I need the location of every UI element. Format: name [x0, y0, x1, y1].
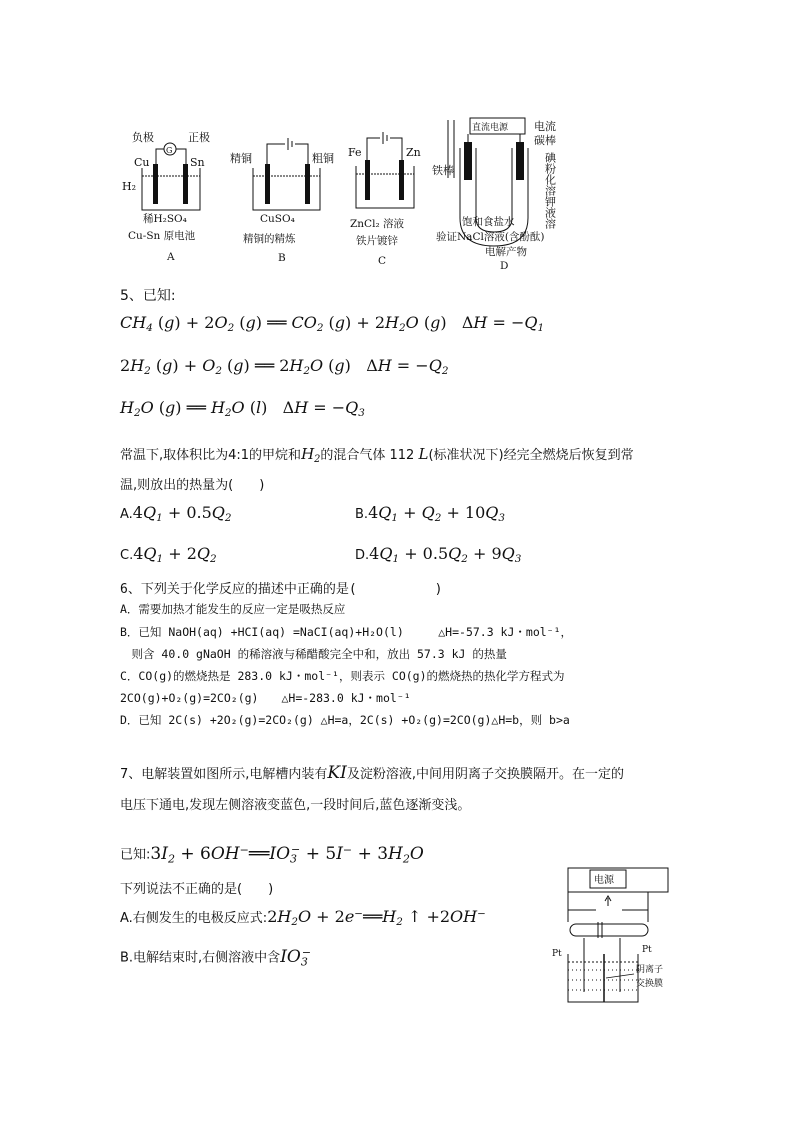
- q7-known: 已知$:3I_2$ + $6OH^-══IO_3^- + 5I^- + 3H_2O$: [120, 843, 424, 865]
- q7-option-a[interactable]: A.右侧发生的电极反应式$:2H_2O$ + $2e^-══H_2$ ↑ +2OH−: [120, 907, 486, 929]
- electrochem-figures: [120, 108, 600, 280]
- fig-d-solution-3: 电解产物: [485, 246, 527, 258]
- fig-a-positive: 正极: [188, 131, 210, 144]
- q6-option-a[interactable]: A．需要加热才能发生的反应一定是吸热反应: [120, 602, 346, 616]
- fig-d-letter: D: [500, 260, 509, 272]
- fig7-pt-left: Pt: [552, 949, 562, 959]
- q6-option-b-line1[interactable]: B．已知 NaOH(aq) +HCI(aq) =NaCI(aq)+H₂O(l) △H=-57.3 kJ・mol⁻¹，: [120, 625, 573, 639]
- fig7-power: 电源: [594, 875, 614, 886]
- q6-option-c-line1[interactable]: C．CO(g)的燃烧热是 283.0 kJ・mol⁻¹，则表示 CO(g)的燃烧热的热化学方程式为: [120, 669, 565, 683]
- figure-b-cell: [230, 138, 334, 210]
- q6-option-d[interactable]: D．已知 2C(s) +2O₂(g)=2CO₂(g) △H=a，2C(s) +O₂(g)=2CO(g)△H=b，则 b>a: [120, 713, 570, 727]
- q5-intro: 常温下,取体积比为4:1的甲烷和$H_2$的混合气体 112 L(标准状况下)经完全燃烧后恢复到常: [120, 445, 634, 465]
- fig-a-negative: 负极: [132, 131, 154, 144]
- q5-option-d[interactable]: $D.4Q_1 + 0.5Q_2 + 9Q_3$: [355, 544, 522, 566]
- q7-question: 下列说法不正确的是( ): [120, 882, 274, 897]
- fig-d-solution-2: 验证NaCl溶液(含酚酞): [436, 231, 545, 243]
- q5-title: 5、已知:: [120, 288, 176, 304]
- fig-a-cu: Cu: [134, 156, 150, 169]
- fig-c-caption: 铁片镀锌: [356, 235, 398, 247]
- fig-a-caption: Cu-Sn 原电池: [128, 230, 196, 242]
- q5-option-a[interactable]: $A.4Q_1 + 0.5Q_2$: [120, 503, 232, 525]
- fig-b-solution: CuSO₄: [260, 213, 295, 225]
- fig-d-iron: 铁棒: [432, 164, 454, 177]
- q5-equation-1: $CH_4$ $(g) + 2O_2$ (g) ══ $CO_2$ $(g) + 2H_2O$ (g) $\Delta H = -Q_1$: [120, 313, 545, 335]
- fig-c-letter: C: [378, 255, 387, 267]
- figure-c-cell: [348, 132, 421, 208]
- fig-b-caption: 精铜的精炼: [243, 233, 296, 245]
- q5-equation-3: $H_2O$ (g) ══ $H_2O$ (l) $\Delta H = -Q_3$: [120, 398, 365, 420]
- fig-c-solution: ZnCl₂ 溶液: [350, 218, 404, 230]
- fig-c-right: Zn: [406, 146, 421, 159]
- fig-d-carbon: 碳棒: [534, 134, 556, 147]
- q7-line1: 7、电解装置如图所示,电解槽内装有KI及淀粉溶液,中间用阴离子交换膜隔开。在一定的: [120, 763, 624, 783]
- q5-intro-line2: 温,则放出的热量为( ): [120, 478, 265, 493]
- q6-title: 6、下列关于化学反应的描述中正确的是( ): [120, 582, 443, 597]
- fig-a-solution: 稀H₂SO₄: [143, 213, 187, 225]
- q7-option-b[interactable]: B.电解结束时,右侧溶液中含$IO_3^-$: [120, 946, 312, 968]
- q7-line2: 电压下通电,发现左侧溶液变蓝色,一段时间后,蓝色逐渐变浅。: [120, 798, 471, 813]
- q5-equation-2: $2H_2$ $(g) + O_2$ (g) ══ $2H_2O$ (g) $\Delta H = -Q_2$: [120, 356, 449, 378]
- q6-option-b-line2: 则含 40.0 gNaOH 的稀溶液与稀醋酸完全中和，放出 57.3 kJ 的热量: [120, 647, 507, 661]
- fig-a-sn: Sn: [190, 156, 205, 169]
- fig-c-left: Fe: [348, 146, 362, 159]
- fig-a-h2: H₂: [122, 180, 137, 193]
- fig-b-right: 粗铜: [312, 152, 334, 165]
- fig7-membrane-2: 交换膜: [636, 979, 664, 989]
- fig-d-right-solution: 碘粉化溶钾液溶: [543, 152, 557, 229]
- electrolysis-figure: [548, 862, 688, 1012]
- fig-a-meter: G: [166, 146, 173, 155]
- fig7-membrane-1: 阴离子: [636, 965, 664, 975]
- fig-b-letter: B: [278, 252, 286, 264]
- fig-d-solution-1: 饱和食盐水: [462, 216, 515, 228]
- q6-option-c-line2: 2CO(g)+O₂(g)=2CO₂(g) △H=-283.0 kJ・mol⁻¹: [120, 691, 411, 705]
- q5-option-b[interactable]: $B.4Q_1 + Q_2 + 10Q_3$: [355, 503, 506, 525]
- fig-a-letter: A: [167, 251, 175, 263]
- fig7-pt-right: Pt: [642, 945, 652, 955]
- q5-option-c[interactable]: $C.4Q_1 + 2Q_2$: [120, 544, 217, 566]
- figure-a-cell: [122, 130, 210, 210]
- fig-b-left: 精铜: [230, 152, 252, 165]
- fig-d-current: 电流: [534, 120, 556, 133]
- fig-d-power: 直流电源: [472, 123, 509, 133]
